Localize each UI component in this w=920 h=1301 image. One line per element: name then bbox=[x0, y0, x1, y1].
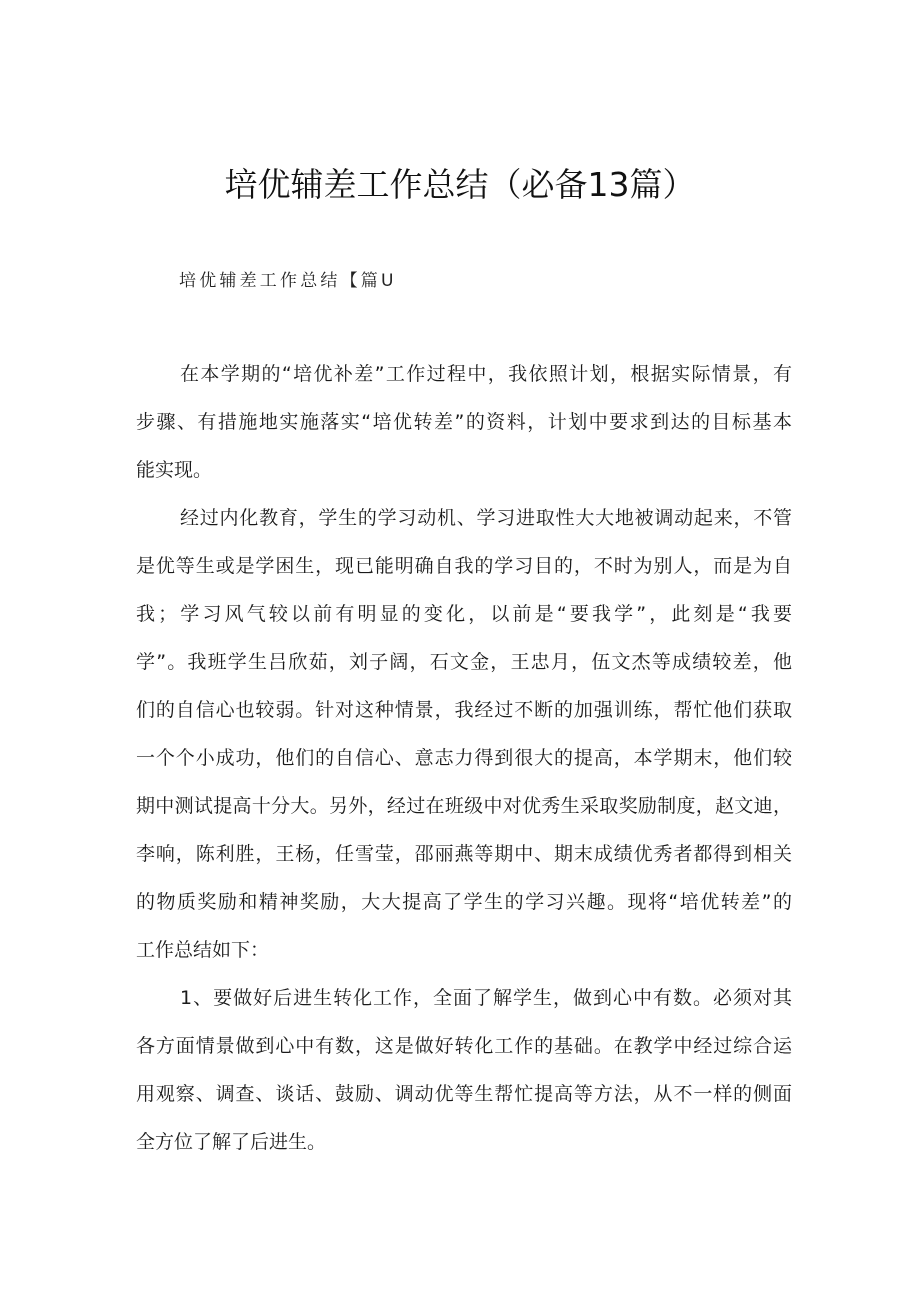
paragraph-line: 学”。我班学生吕欣茹，刘子阔，石文金，王忠月，伍文杰等成绩较差，他 bbox=[136, 651, 792, 673]
paragraph-line: 们的自信心也较弱。针对这种情景，我经过不断的加强训练，帮忙他们获取 bbox=[136, 699, 792, 721]
paragraph-line: 是优等生或是学困生，现已能明确自我的学习目的，不时为别人，而是为自 bbox=[136, 555, 792, 577]
paragraph-line: 各方面情景做到心中有数，这是做好转化工作的基础。在教学中经过综合运 bbox=[136, 1035, 792, 1057]
paragraph-line: 在本学期的“培优补差”工作过程中，我依照计划，根据实际情景，有 bbox=[180, 363, 792, 385]
paragraph-line: 我；学习风气较以前有明显的变化，以前是“要我学”，此刻是“我要 bbox=[136, 603, 792, 625]
paragraph-line: 李响，陈利胜，王杨，任雪莹，邵丽燕等期中、期末成绩优秀者都得到相关 bbox=[136, 843, 792, 865]
paragraph-line: 步骤、有措施地实施落实“培优转差”的资料，计划中要求到达的目标基本 bbox=[136, 411, 792, 433]
section-heading: 培优辅差工作总结【篇U bbox=[179, 271, 397, 291]
paragraph-line: 一个个小成功，他们的自信心、意志力得到很大的提高，本学期末，他们较 bbox=[136, 747, 792, 769]
paragraph-line: 用观察、调查、谈话、鼓励、调动优等生帮忙提高等方法，从不一样的侧面 bbox=[136, 1083, 792, 1105]
paragraph-line: 全方位了解了后进生。 bbox=[136, 1131, 327, 1153]
paragraph-line: 的物质奖励和精神奖励，大大提高了学生的学习兴趣。现将“培优转差”的 bbox=[136, 891, 792, 913]
paragraph-line: 工作总结如下： bbox=[136, 939, 270, 961]
paragraph-line: 1、要做好后进生转化工作，全面了解学生，做到心中有数。必须对其 bbox=[180, 987, 792, 1009]
paragraph-line: 经过内化教育，学生的学习动机、学习进取性大大地被调动起来，不管 bbox=[180, 507, 792, 529]
paragraph-line: 期中测试提高十分大。另外，经过在班级中对优秀生采取奖励制度，赵文迪， bbox=[136, 795, 792, 817]
document-title: 培优辅差工作总结（必备13篇） bbox=[224, 165, 696, 204]
paragraph-line: 能实现。 bbox=[136, 459, 213, 481]
document-body bbox=[136, 356, 796, 1172]
